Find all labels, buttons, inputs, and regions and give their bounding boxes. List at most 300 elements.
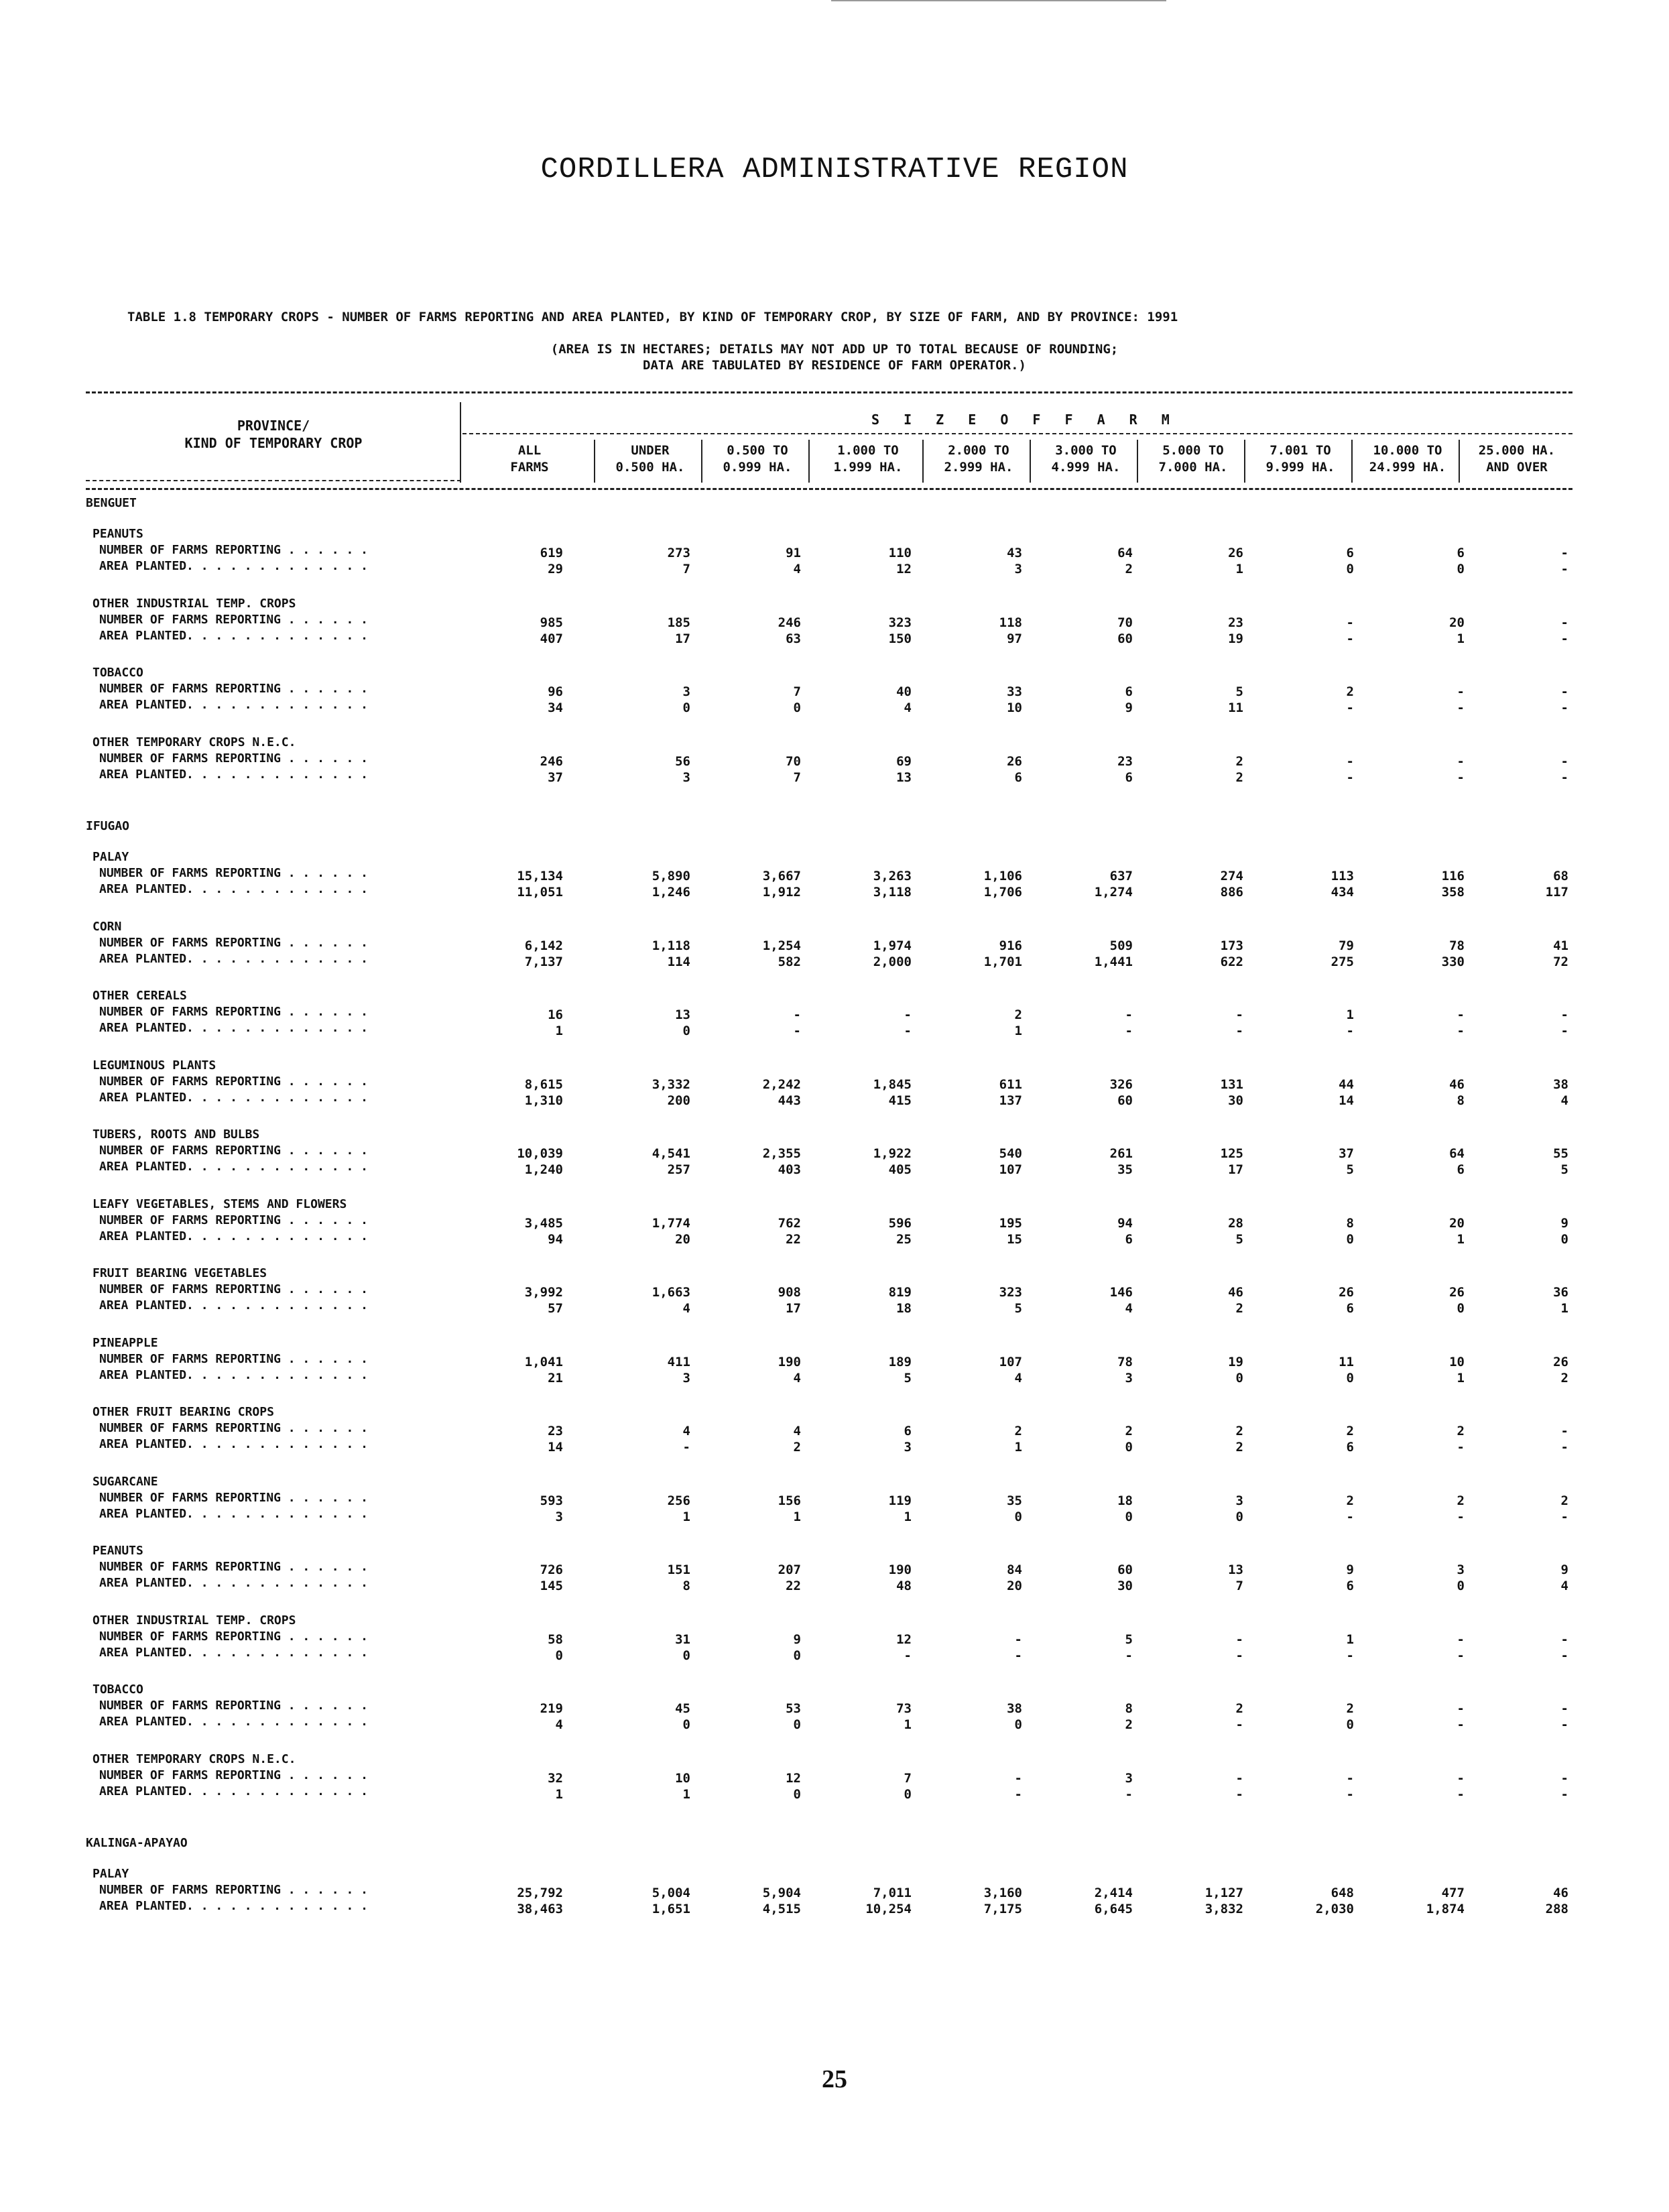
table-cell: - <box>1457 753 1465 769</box>
row-label-area-planted: AREA PLANTED. . . . . . . . . . . . . <box>99 1576 368 1590</box>
table-cell: 60 <box>1117 1093 1133 1108</box>
table-cell: 23 <box>548 1424 563 1438</box>
table-cell: 2,242 <box>762 1077 801 1092</box>
table-cell: 10 <box>675 1770 690 1786</box>
table-cell: 2 <box>1457 1424 1465 1438</box>
table-cell: - <box>1346 1770 1354 1786</box>
row-label-area-planted: AREA PLANTED. . . . . . . . . . . . . <box>99 1021 368 1035</box>
table-cell: 2 <box>1125 562 1133 576</box>
column-header-5-line-2: 2.999 HA. <box>944 460 1013 475</box>
table-cell: 3,485 <box>524 1215 563 1231</box>
table-cell: - <box>904 1648 912 1663</box>
table-cell: 7,137 <box>524 954 563 969</box>
table-cell: 48 <box>896 1579 912 1593</box>
table-cell: 156 <box>778 1493 801 1508</box>
table-cell: 0 <box>1014 1717 1022 1732</box>
table-cell: 4 <box>793 1424 801 1438</box>
table-cell: 26 <box>1228 546 1243 560</box>
table-cell: 2 <box>1014 1424 1022 1438</box>
table-cell: 2 <box>1014 1007 1022 1022</box>
crop-name: PEANUTS <box>92 527 143 541</box>
table-cell: 0 <box>1125 1509 1133 1524</box>
table-cell: 1 <box>904 1509 912 1524</box>
table-cell: 611 <box>999 1077 1022 1092</box>
table-cell: 94 <box>1117 1215 1133 1231</box>
column-separator <box>1137 440 1138 483</box>
table-cell: 110 <box>888 546 912 560</box>
table-cell: 64 <box>1449 1146 1465 1161</box>
stub-header-line-2: KIND OF TEMPORARY CROP <box>184 435 363 451</box>
table-cell: 25 <box>896 1231 912 1247</box>
column-header-6-line-2: 4.999 HA. <box>1051 460 1121 475</box>
table-cell: 3,992 <box>524 1285 563 1300</box>
table-cell: 6 <box>1125 684 1133 699</box>
table-cell: 20 <box>675 1231 690 1247</box>
table-cell: 30 <box>1228 1093 1243 1108</box>
table-cell: 6 <box>1346 546 1354 560</box>
table-cell: 1 <box>1457 1370 1465 1386</box>
table-cell: 246 <box>778 615 801 630</box>
table-cell: 41 <box>1553 938 1568 953</box>
table-cell: 219 <box>540 1701 563 1716</box>
table-cell: 1,310 <box>524 1093 563 1108</box>
table-cell: 288 <box>1545 1902 1568 1916</box>
table-cell: - <box>1346 770 1354 785</box>
column-separator <box>808 440 810 483</box>
table-cell: 2 <box>1235 1701 1243 1716</box>
table-cell: - <box>793 1024 801 1038</box>
table-cell: 16 <box>548 1007 563 1022</box>
table-cell: 273 <box>667 546 690 560</box>
table-cell: 2 <box>793 1440 801 1455</box>
table-cell: 985 <box>540 615 563 630</box>
header-bottom-rule <box>86 488 1572 490</box>
table-cell: 15 <box>1007 1231 1022 1247</box>
row-label-area-planted: AREA PLANTED. . . . . . . . . . . . . <box>99 698 368 712</box>
table-cell: 6 <box>1346 1301 1354 1316</box>
table-cell: - <box>1560 546 1568 560</box>
table-cell: - <box>1235 1770 1243 1786</box>
row-label-number-of-farms: NUMBER OF FARMS REPORTING . . . . . . <box>99 543 368 557</box>
table-cell: 46 <box>1228 1285 1243 1300</box>
table-cell: 38 <box>1553 1077 1568 1092</box>
table-title: TABLE 1.8 TEMPORARY CROPS - NUMBER OF FARMS REPORTING AND AREA PLANTED, BY KIND OF TEMPORARY CROP, BY SIZE OF FARM, AND BY PROVINCE: 1991 <box>127 310 1178 324</box>
table-cell: 96 <box>548 684 563 699</box>
column-header-1-line-1: ALL <box>517 443 542 458</box>
table-cell: 29 <box>548 562 563 576</box>
table-cell: - <box>1457 1632 1465 1647</box>
table-cell: 3,160 <box>983 1886 1022 1900</box>
row-label-number-of-farms: NUMBER OF FARMS REPORTING . . . . . . <box>99 1282 368 1296</box>
table-cell: 207 <box>778 1562 801 1577</box>
table-cell: 0 <box>1125 1440 1133 1455</box>
table-cell: 34 <box>548 700 563 715</box>
table-cell: 6,142 <box>524 938 563 953</box>
table-cell: - <box>682 1440 690 1455</box>
table-cell: - <box>1346 753 1354 769</box>
table-cell: 0 <box>1235 1370 1243 1386</box>
table-cell: 0 <box>1346 562 1354 576</box>
table-cell: 38 <box>1007 1701 1022 1716</box>
table-cell: 3,832 <box>1204 1902 1243 1916</box>
row-label-area-planted: AREA PLANTED. . . . . . . . . . . . . <box>99 951 368 966</box>
table-cell: - <box>1560 1440 1568 1455</box>
row-label-number-of-farms: NUMBER OF FARMS REPORTING . . . . . . <box>99 1074 368 1089</box>
page-number: 25 <box>822 2065 847 2093</box>
table-cell: - <box>1346 1024 1354 1038</box>
table-cell: 18 <box>1117 1493 1133 1508</box>
row-label-area-planted: AREA PLANTED. . . . . . . . . . . . . <box>99 1899 368 1913</box>
row-label-number-of-farms: NUMBER OF FARMS REPORTING . . . . . . <box>99 682 368 696</box>
column-header-5-line-1: 2.000 TO <box>948 443 1009 458</box>
table-cell: - <box>1346 1786 1354 1802</box>
table-cell: - <box>1014 1632 1022 1647</box>
row-label-area-planted: AREA PLANTED. . . . . . . . . . . . . <box>99 628 368 643</box>
table-cell: 1,041 <box>524 1354 563 1369</box>
table-cell: 2 <box>1560 1493 1568 1508</box>
table-cell: - <box>1346 1509 1354 1524</box>
column-header-6-line-1: 3.000 TO <box>1055 443 1117 458</box>
table-cell: 79 <box>1339 938 1354 953</box>
table-cell: 2 <box>1125 1424 1133 1438</box>
column-header-3-line-1: 0.500 TO <box>727 443 788 458</box>
table-cell: 68 <box>1553 869 1568 883</box>
region-title: CORDILLERA ADMINISTRATIVE REGION <box>540 153 1129 186</box>
crop-name: LEGUMINOUS PLANTS <box>92 1058 217 1072</box>
table-cell: - <box>1014 1648 1022 1663</box>
stub-header-line-1: PROVINCE/ <box>237 418 310 434</box>
table-cell: 0 <box>555 1648 563 1663</box>
table-cell: 190 <box>778 1354 801 1369</box>
scan-artifact-line <box>831 0 1166 1</box>
table-cell: - <box>1560 1648 1568 1663</box>
table-cell: 10,254 <box>865 1902 912 1916</box>
row-label-number-of-farms: NUMBER OF FARMS REPORTING . . . . . . <box>99 1213 368 1227</box>
table-cell: - <box>1235 1024 1243 1038</box>
table-cell: 11 <box>1339 1354 1354 1369</box>
table-cell: 3 <box>682 1370 690 1386</box>
table-cell: 17 <box>675 631 690 646</box>
table-cell: 55 <box>1553 1146 1568 1161</box>
row-label-area-planted: AREA PLANTED. . . . . . . . . . . . . <box>99 1229 368 1243</box>
table-cell: - <box>1457 1440 1465 1455</box>
table-cell: 58 <box>548 1632 563 1647</box>
table-cell: 6 <box>1346 1579 1354 1593</box>
crop-name: PINEAPPLE <box>92 1335 158 1350</box>
table-cell: 5,890 <box>652 869 690 883</box>
table-cell: 4 <box>555 1717 563 1732</box>
row-label-area-planted: AREA PLANTED. . . . . . . . . . . . . <box>99 1715 368 1729</box>
table-note-line-2: DATA ARE TABULATED BY RESIDENCE OF FARM OPERATOR.) <box>643 358 1026 373</box>
table-cell: 7,175 <box>983 1902 1022 1916</box>
table-cell: 57 <box>548 1301 563 1316</box>
table-cell: 200 <box>667 1093 690 1108</box>
table-cell: 1,240 <box>524 1162 563 1177</box>
table-cell: 3 <box>1457 1562 1465 1577</box>
table-cell: 13 <box>675 1007 690 1022</box>
table-cell: 23 <box>1228 615 1243 630</box>
table-cell: 3 <box>1125 1370 1133 1386</box>
row-label-area-planted: AREA PLANTED. . . . . . . . . . . . . <box>99 767 368 782</box>
column-header-8-line-1: 7.001 TO <box>1270 443 1331 458</box>
table-cell: 4 <box>1560 1579 1568 1593</box>
table-cell: 6,645 <box>1094 1902 1133 1916</box>
table-cell: - <box>1125 1648 1133 1663</box>
table-cell: 2 <box>1235 753 1243 769</box>
table-cell: 1,651 <box>652 1902 690 1916</box>
table-cell: 189 <box>888 1354 912 1369</box>
row-label-area-planted: AREA PLANTED. . . . . . . . . . . . . <box>99 1784 368 1798</box>
table-cell: 0 <box>1560 1231 1568 1247</box>
table-cell: 0 <box>1346 1370 1354 1386</box>
table-cell: 1,701 <box>983 954 1022 969</box>
table-cell: 6 <box>1457 1162 1465 1177</box>
table-cell: 1 <box>1014 1024 1022 1038</box>
row-label-number-of-farms: NUMBER OF FARMS REPORTING . . . . . . <box>99 866 368 880</box>
table-cell: 2 <box>1346 684 1354 699</box>
table-cell: 0 <box>904 1786 912 1802</box>
table-cell: 63 <box>786 631 801 646</box>
column-separator <box>1351 440 1353 483</box>
table-cell: 185 <box>667 615 690 630</box>
column-header-7-line-2: 7.000 HA. <box>1158 460 1228 475</box>
table-cell: - <box>1235 1632 1243 1647</box>
table-cell: 5 <box>1235 1231 1243 1247</box>
table-cell: 916 <box>999 938 1022 953</box>
table-cell: 637 <box>1109 869 1133 883</box>
table-cell: 30 <box>1117 1579 1133 1593</box>
table-cell: 6 <box>1457 546 1465 560</box>
table-cell: 5,904 <box>762 1886 801 1900</box>
table-cell: - <box>1560 770 1568 785</box>
table-cell: 274 <box>1220 869 1243 883</box>
table-cell: - <box>1560 684 1568 699</box>
table-cell: 0 <box>682 1024 690 1038</box>
table-cell: - <box>1457 700 1465 715</box>
table-cell: 762 <box>778 1215 801 1231</box>
table-cell: 1 <box>1457 1231 1465 1247</box>
table-cell: 21 <box>548 1370 563 1386</box>
column-header-7-line-1: 5.000 TO <box>1162 443 1224 458</box>
table-cell: 1 <box>904 1717 912 1732</box>
table-cell: 1,274 <box>1094 885 1133 900</box>
table-cell: 7 <box>793 770 801 785</box>
table-cell: 2 <box>1457 1493 1465 1508</box>
table-cell: 8 <box>682 1579 690 1593</box>
row-label-number-of-farms: NUMBER OF FARMS REPORTING . . . . . . <box>99 612 368 627</box>
table-cell: 44 <box>1339 1077 1354 1092</box>
table-cell: 9 <box>1125 700 1133 715</box>
crop-name: CORN <box>92 919 122 934</box>
table-cell: - <box>1346 1648 1354 1663</box>
table-cell: 53 <box>786 1701 801 1716</box>
table-cell: 257 <box>667 1162 690 1177</box>
table-cell: 619 <box>540 546 563 560</box>
table-cell: 28 <box>1228 1215 1243 1231</box>
table-cell: 22 <box>786 1579 801 1593</box>
table-cell: 0 <box>682 1648 690 1663</box>
table-cell: 7,011 <box>873 1886 912 1900</box>
table-cell: 114 <box>667 954 690 969</box>
table-cell: 10,039 <box>517 1146 563 1161</box>
table-cell: 0 <box>682 1717 690 1732</box>
table-cell: 145 <box>540 1579 563 1593</box>
table-cell: 26 <box>1007 753 1022 769</box>
table-cell: 45 <box>675 1701 690 1716</box>
table-cell: - <box>1457 1024 1465 1038</box>
table-cell: 91 <box>786 546 801 560</box>
table-cell: 1,127 <box>1204 1886 1243 1900</box>
table-cell: 1 <box>1346 1007 1354 1022</box>
table-note-line-1: (AREA IS IN HECTARES; DETAILS MAY NOT ADD UP TO TOTAL BECAUSE OF ROUNDING; <box>550 342 1119 357</box>
crop-name: OTHER INDUSTRIAL TEMP. CROPS <box>92 1613 296 1627</box>
table-cell: 1,246 <box>652 885 690 900</box>
table-cell: 3 <box>1235 1493 1243 1508</box>
table-cell: 326 <box>1109 1077 1133 1092</box>
table-cell: 1 <box>1235 562 1243 576</box>
table-cell: 1 <box>682 1786 690 1802</box>
table-cell: 3,332 <box>652 1077 690 1092</box>
table-cell: 1,706 <box>983 885 1022 900</box>
row-label-number-of-farms: NUMBER OF FARMS REPORTING . . . . . . <box>99 1351 368 1366</box>
table-cell: 14 <box>548 1440 563 1455</box>
table-cell: 1,845 <box>873 1077 912 1092</box>
table-cell: 17 <box>786 1301 801 1316</box>
crop-name: LEAFY VEGETABLES, STEMS AND FLOWERS <box>92 1196 347 1211</box>
size-of-farm-heading: S I Z E O F F A R M <box>871 412 1178 428</box>
crop-name: OTHER INDUSTRIAL TEMP. CROPS <box>92 596 296 611</box>
table-cell: 173 <box>1220 938 1243 953</box>
table-cell: 33 <box>1007 684 1022 699</box>
crop-name: OTHER TEMPORARY CROPS N.E.C. <box>92 1752 296 1766</box>
table-cell: 256 <box>667 1493 690 1508</box>
row-label-number-of-farms: NUMBER OF FARMS REPORTING . . . . . . <box>99 751 368 765</box>
table-cell: 0 <box>793 1648 801 1663</box>
table-cell: 407 <box>540 631 563 646</box>
table-cell: 116 <box>1441 869 1465 883</box>
table-cell: 4 <box>682 1301 690 1316</box>
table-cell: - <box>1560 1632 1568 1647</box>
table-cell: 38,463 <box>517 1902 563 1916</box>
header-top-rule <box>86 391 1572 393</box>
table-cell: 78 <box>1117 1354 1133 1369</box>
table-cell: 0 <box>1457 1579 1465 1593</box>
row-label-area-planted: AREA PLANTED. . . . . . . . . . . . . <box>99 1645 368 1660</box>
table-cell: - <box>1560 562 1568 576</box>
table-cell: 405 <box>888 1162 912 1177</box>
row-label-area-planted: AREA PLANTED. . . . . . . . . . . . . <box>99 1160 368 1174</box>
size-heading-rule <box>462 433 1572 434</box>
table-cell: 6 <box>1125 770 1133 785</box>
table-cell: 10 <box>1449 1354 1465 1369</box>
crop-name: OTHER TEMPORARY CROPS N.E.C. <box>92 735 296 749</box>
row-label-area-planted: AREA PLANTED. . . . . . . . . . . . . <box>99 1298 368 1312</box>
table-cell: 1 <box>1457 631 1465 646</box>
table-cell: 2 <box>1235 1440 1243 1455</box>
row-label-area-planted: AREA PLANTED. . . . . . . . . . . . . <box>99 1367 368 1382</box>
table-cell: 3 <box>1014 562 1022 576</box>
table-cell: 2 <box>1125 1717 1133 1732</box>
table-cell: - <box>1235 1007 1243 1022</box>
crop-name: TUBERS, ROOTS AND BULBS <box>92 1127 260 1142</box>
table-cell: 5 <box>904 1370 912 1386</box>
table-cell: 0 <box>1235 1509 1243 1524</box>
table-cell: 330 <box>1441 954 1465 969</box>
table-cell: 25,792 <box>517 1886 563 1900</box>
table-cell: - <box>1457 770 1465 785</box>
table-cell: - <box>1014 1786 1022 1802</box>
table-cell: - <box>904 1024 912 1038</box>
table-cell: 9 <box>793 1632 801 1647</box>
table-cell: 596 <box>888 1215 912 1231</box>
table-cell: 2,030 <box>1315 1902 1354 1916</box>
table-cell: 275 <box>1331 954 1354 969</box>
table-cell: 35 <box>1117 1162 1133 1177</box>
table-cell: 35 <box>1007 1493 1022 1508</box>
table-cell: 1,974 <box>873 938 912 953</box>
table-cell: 7 <box>682 562 690 576</box>
table-cell: - <box>1457 1786 1465 1802</box>
table-cell: 3 <box>904 1440 912 1455</box>
crop-name: PEANUTS <box>92 1544 143 1558</box>
crop-name: PALAY <box>92 850 129 864</box>
table-cell: 8 <box>1125 1701 1133 1716</box>
table-cell: - <box>1560 753 1568 769</box>
table-cell: 70 <box>1117 615 1133 630</box>
table-cell: 113 <box>1331 869 1354 883</box>
table-cell: 69 <box>896 753 912 769</box>
table-cell: 908 <box>778 1285 801 1300</box>
column-separator <box>701 440 702 483</box>
table-cell: - <box>1014 1770 1022 1786</box>
row-label-number-of-farms: NUMBER OF FARMS REPORTING . . . . . . <box>99 1560 368 1574</box>
table-cell: 60 <box>1117 1562 1133 1577</box>
table-cell: 3 <box>1125 1770 1133 1786</box>
province-heading: BENGUET <box>86 496 137 510</box>
table-cell: 40 <box>896 684 912 699</box>
table-cell: 5 <box>1125 1632 1133 1647</box>
stub-separator <box>460 402 461 483</box>
table-cell: 7 <box>793 684 801 699</box>
table-cell: 32 <box>548 1770 563 1786</box>
table-cell: - <box>1457 684 1465 699</box>
table-cell: 4 <box>1125 1301 1133 1316</box>
table-cell: - <box>1125 1007 1133 1022</box>
table-cell: 1 <box>793 1509 801 1524</box>
province-heading: IFUGAO <box>86 819 130 833</box>
table-cell: - <box>1346 615 1354 630</box>
table-cell: 97 <box>1007 631 1022 646</box>
table-cell: 4 <box>793 1370 801 1386</box>
table-cell: 1 <box>555 1024 563 1038</box>
table-cell: 4,515 <box>762 1902 801 1916</box>
table-cell: 2 <box>1346 1493 1354 1508</box>
table-cell: 117 <box>1545 885 1568 900</box>
row-label-number-of-farms: NUMBER OF FARMS REPORTING . . . . . . <box>99 1883 368 1897</box>
crop-name: TOBACCO <box>92 666 143 680</box>
table-cell: 246 <box>540 753 563 769</box>
table-cell: 403 <box>778 1162 801 1177</box>
row-label-number-of-farms: NUMBER OF FARMS REPORTING . . . . . . <box>99 1490 368 1505</box>
table-cell: 323 <box>888 615 912 630</box>
table-cell: 2 <box>1235 1424 1243 1438</box>
table-cell: 4 <box>904 700 912 715</box>
column-header-9-line-2: 24.999 HA. <box>1369 460 1446 475</box>
table-cell: 5 <box>1346 1162 1354 1177</box>
table-cell: 509 <box>1109 938 1133 953</box>
table-cell: 415 <box>888 1093 912 1108</box>
table-cell: 12 <box>786 1770 801 1786</box>
